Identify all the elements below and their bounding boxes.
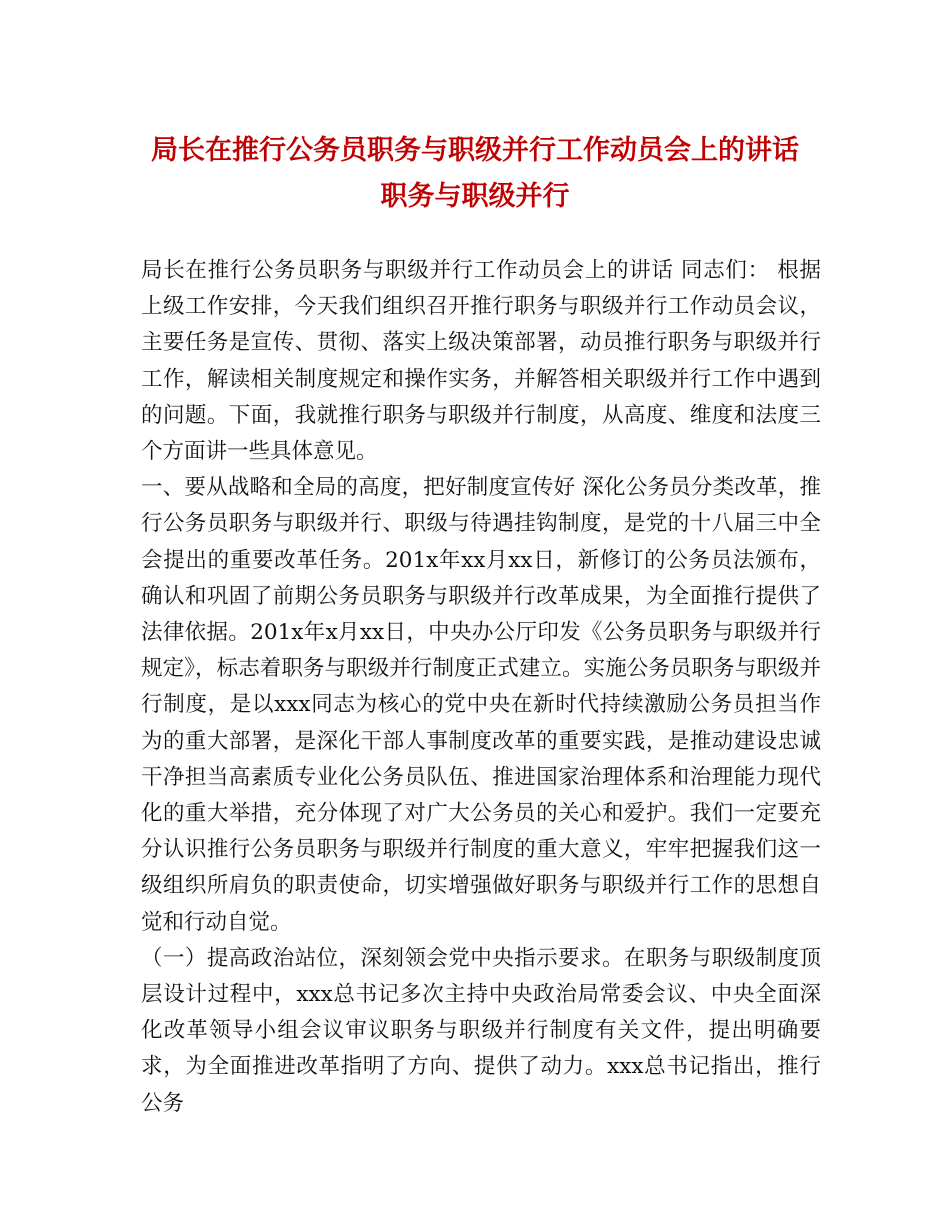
title-line-1: 局长在推行公务员职务与职级并行工作动员会上的讲话 xyxy=(151,135,799,166)
paragraph-subsection-one: （一）提高政治站位，深刻领会党中央指示要求。在职务与职级制度顶层设计过程中，xxx总书记多次主持中央政治局常委会议、中央全面深化改革领导小组会议审议职务与职级并行制度有关文件，提出明确要求，为全面推进改革指明了方向、提供了动力。xxx总书记指出，推行公务 xyxy=(141,945,821,1116)
paragraph-intro: 局长在推行公务员职务与职级并行工作动员会上的讲话 同志们： 根据上级工作安排，今天我们组织召开推行职务与职级并行工作动员会议，主要任务是宣传、贯彻、落实上级决策部署，动员推行职务与职级并行工作，解读相关制度规定和操作实务，并解答相关职级并行工作中遇到的问题。下面，我就推行职务与职级并行制度，从高度、维度和法度三个方面讲一些具体意见。 xyxy=(141,258,821,465)
title-line-2: 职务与职级并行 xyxy=(380,181,570,212)
paragraph-section-one: 一、要从战略和全局的高度，把好制度宣传好 深化公务员分类改革，推行公务员职务与职级并行、职级与待遇挂钩制度，是党的十八届三中全会提出的重要改革任务。201x年xx月xx日，新修订的公务员法颁布，确认和巩固了前期公务员职务与职级并行改革成果，为全面推行提供了法律依据。201x年x月xx日，中央办公厅印发《公务员职务与职级并行规定》，标志着职务与职级并行制度正式建立。实施公务员职务与职级并行制度，是以xxx同志为核心的党中央在新时代持续激励公务员担当作为的重大部署，是深化干部人事制度改革的重要实践，是推动建设忠诚干净担当高素质专业化公务员队伍、推进国家治理体系和治理能力现代化的重大举措，充分体现了对广大公务员的关心和爱护。我们一定要充分认识推行公务员职务与职级并行制度的重大意义，牢牢把握我们这一级组织所肩负的职责使命，切实增强做好职务与职级并行工作的思想自觉和行动自觉。 xyxy=(141,475,821,935)
document-body xyxy=(141,253,821,1122)
document-title xyxy=(125,128,825,220)
